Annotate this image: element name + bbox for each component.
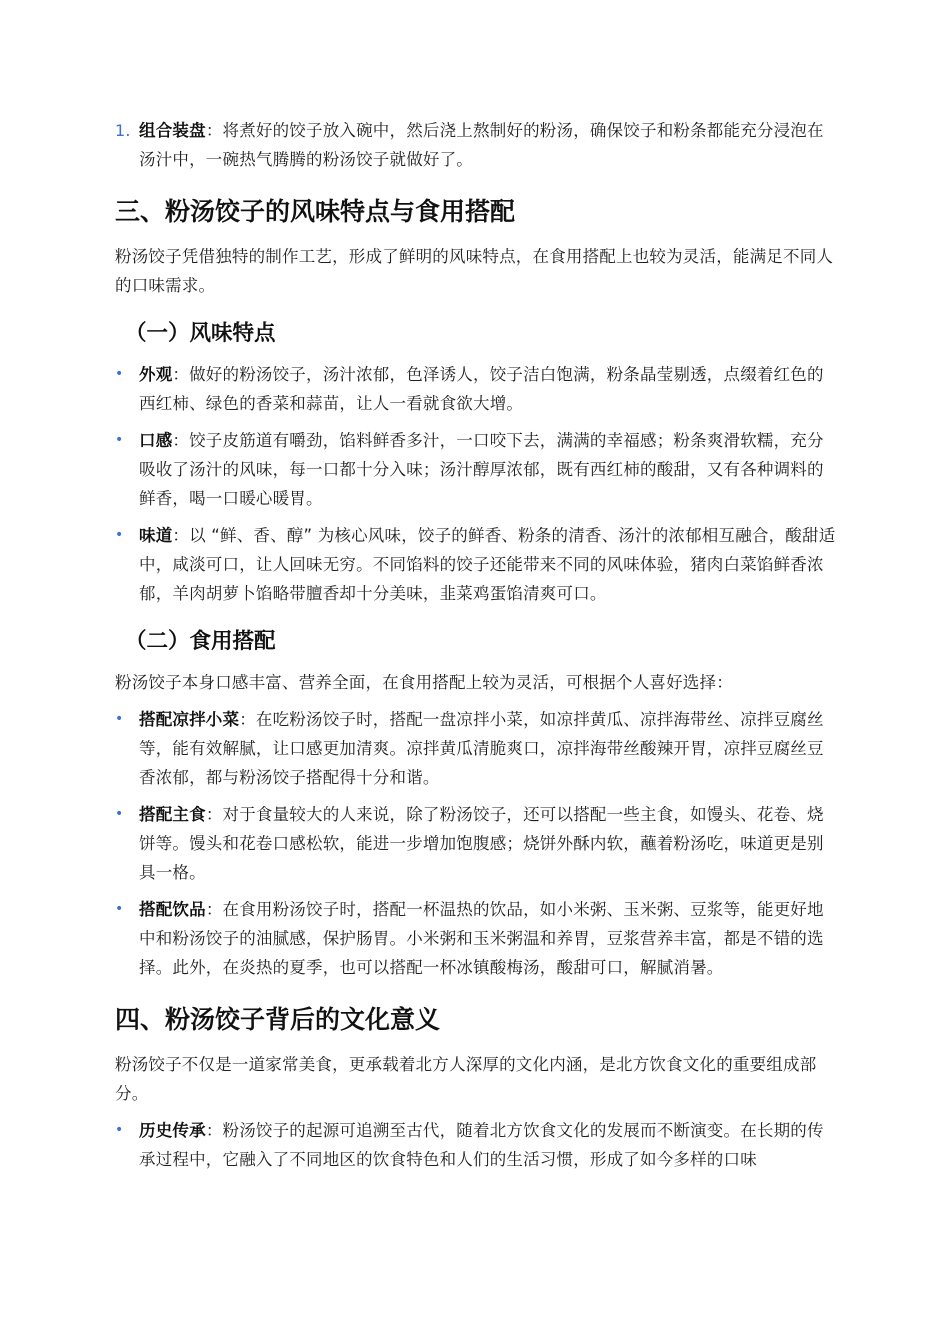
bullet-icon: • [115,1122,124,1138]
list-item-term: 搭配饮品 [139,900,206,919]
bullet-icon: • [115,901,124,917]
list-item [115,895,837,982]
list-item-text: ：对于食量较大的人来说，除了粉汤饺子，还可以搭配一些主食，如馒头、花卷、烧饼等。馒头和花卷口感松软，能进一步增加饱腹感；烧饼外酥内软，蘸着粉汤吃，味道更是别具一格。 [139,805,824,882]
numbered-list [115,116,837,174]
list-item-term: 口感 [139,431,173,450]
bullet-list [115,360,837,608]
bullet-icon: • [115,527,124,543]
list-item [115,800,837,887]
list-item [115,116,837,174]
bullet-icon: • [115,366,124,382]
list-item-text: ：做好的粉汤饺子，汤汁浓郁，色泽诱人，饺子洁白饱满，粉条晶莹剔透，点缀着红色的西红柿、绿色的香菜和蒜苗，让人一看就食欲大增。 [139,365,824,413]
bullet-list [115,1116,837,1174]
list-item [115,521,837,608]
list-item [115,705,837,792]
list-item [115,360,837,418]
list-item [115,1116,837,1174]
list-item-term: 外观 [139,365,173,384]
list-item-text: ：饺子皮筋道有嚼劲，馅料鲜香多汁，一口咬下去，满满的幸福感；粉条爽滑软糯，充分吸收了汤汁的风味，每一口都十分入味；汤汁醇厚浓郁，既有西红柿的酸甜，又有各种调料的鲜香，喝一口暖心暖胃。 [139,431,824,508]
list-item-text: ：粉汤饺子的起源可追溯至古代，随着北方饮食文化的发展而不断演变。在长期的传承过程中，它融入了不同地区的饮食特色和人们的生活习惯，形成了如今多样的口味 [139,1121,824,1169]
list-item-term: 组合装盘 [139,121,206,140]
list-item-term: 搭配凉拌小菜 [139,710,240,729]
section-intro: 粉汤饺子凭借独特的制作工艺，形成了鲜明的风味特点，在食用搭配上也较为灵活，能满足不同人的口味需求。 [115,247,834,295]
bullet-icon: • [115,432,124,448]
document-content [115,116,837,1182]
section-intro: 粉汤饺子不仅是一道家常美食，更承载着北方人深厚的文化内涵，是北方饮食文化的重要组成部分。 [115,1055,817,1103]
section-heading: 三、粉汤饺子的风味特点与食用搭配 [115,197,516,226]
subsection-heading: （二）食用搭配 [125,629,276,654]
list-item-term: 历史传承 [139,1121,206,1140]
list-number: 1. [115,121,131,140]
list-item-term: 搭配主食 [139,805,206,824]
list-item-text: ：以 “鲜、香、醇” 为核心风味，饺子的鲜香、粉条的清香、汤汁的浓郁相互融合，酸甜适中，咸淡可口，让人回味无穷。不同馅料的饺子还能带来不同的风味体验，猪肉白菜馅鲜香浓郁，羊肉胡萝卜馅略带膻香却十分美味，韭菜鸡蛋馅清爽可口。 [139,526,836,603]
bullet-list [115,705,837,982]
list-item-term: 味道 [139,526,173,545]
list-item-text: ：在吃粉汤饺子时，搭配一盘凉拌小菜，如凉拌黄瓜、凉拌海带丝、凉拌豆腐丝等，能有效解腻，让口感更加清爽。凉拌黄瓜清脆爽口，凉拌海带丝酸辣开胃，凉拌豆腐丝豆香浓郁，都与粉汤饺子搭配得十分和谐。 [139,710,824,787]
bullet-icon: • [115,806,124,822]
subsection-intro: 粉汤饺子本身口感丰富、营养全面，在食用搭配上较为灵活，可根据个人喜好选择： [115,673,733,692]
section-heading: 四、粉汤饺子背后的文化意义 [115,1005,441,1034]
list-item [115,426,837,513]
list-item-text: ：将煮好的饺子放入碗中，然后浇上熬制好的粉汤，确保饺子和粉条都能充分浸泡在汤汁中，一碗热气腾腾的粉汤饺子就做好了。 [139,121,824,169]
bullet-icon: • [115,711,124,727]
list-item-text: ：在食用粉汤饺子时，搭配一杯温热的饮品，如小米粥、玉米粥、豆浆等，能更好地中和粉汤饺子的油腻感，保护肠胃。小米粥和玉米粥温和养胃，豆浆营养丰富，都是不错的选择。此外，在炎热的夏季，也可以搭配一杯冰镇酸梅汤，酸甜可口，解腻消暑。 [139,900,824,977]
subsection-heading: （一）风味特点 [125,321,276,346]
